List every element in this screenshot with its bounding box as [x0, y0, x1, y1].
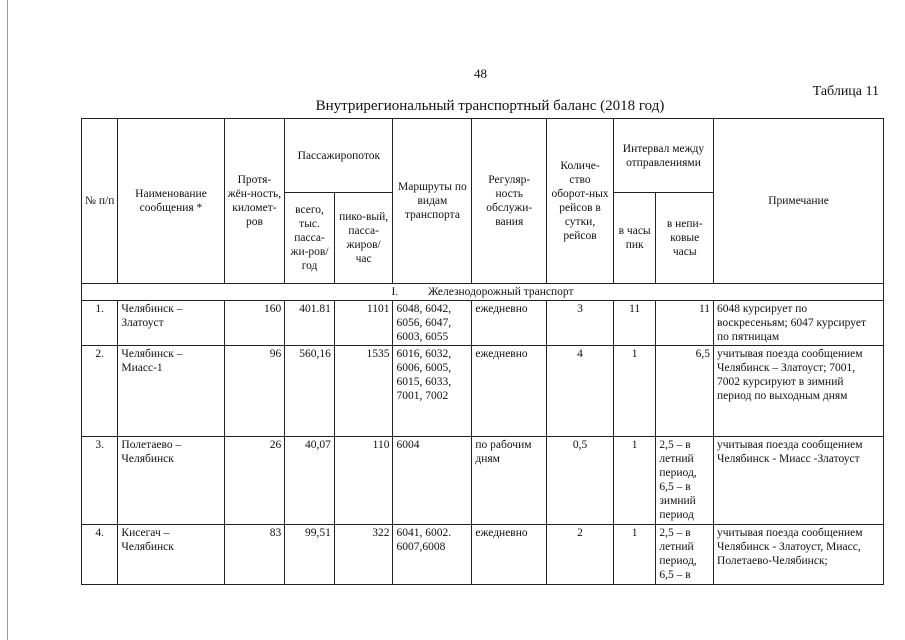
header-name: Наименование сообщения * [118, 119, 224, 284]
cell-routes: 6016, 6032, 6006, 6005, 6015, 6033, 7001, 7002 [393, 346, 472, 437]
document-title: Внутрирегиональный транспортный баланс (2018 год) [315, 98, 665, 114]
cell-regularity: ежедневно [472, 346, 547, 437]
cell-pf-total: 99,51 [285, 525, 335, 585]
header-pf-total: всего, тыс. пасса-жи-ров/ год [285, 193, 335, 284]
cell-note: учитывая поезда сообщением Челябинск - Златоуст, Миасс, Полетаево-Челябинск; [714, 525, 884, 585]
cell-pf-total: 401.81 [285, 301, 335, 346]
header-length: Протя-жён-ность, километ-ров [224, 119, 285, 284]
cell-int-peak: 11 [613, 301, 655, 346]
cell-routes: 6004 [393, 437, 472, 525]
cell-int-peak: 1 [613, 437, 655, 525]
header-int-offpeak: в непи-ковые часы [656, 193, 714, 284]
table-row [82, 525, 884, 585]
cell-num: 4. [82, 525, 118, 585]
cell-regularity: по рабочим дням [472, 437, 547, 525]
header-routes: Маршруты по видам транспорта [393, 119, 472, 284]
cell-name: Челябинск – Златоуст [118, 301, 224, 346]
cell-num: 1. [82, 301, 118, 346]
cell-num: 2. [82, 346, 118, 437]
cell-trips: 3 [547, 301, 614, 346]
cell-trips: 4 [547, 346, 614, 437]
cell-int-offpeak: 6,5 [656, 346, 714, 437]
cell-num: 3. [82, 437, 118, 525]
cell-pf-total: 560,16 [285, 346, 335, 437]
cell-routes: 6048, 6042, 6056, 6047, 6003, 6055 [393, 301, 472, 346]
header-passenger-flow: Пассажиропоток [285, 119, 393, 193]
page-number: 48 [474, 66, 487, 81]
cell-length: 26 [224, 437, 285, 525]
cell-regularity: ежедневно [472, 301, 547, 346]
cell-int-offpeak: 11 [656, 301, 714, 346]
cell-length: 96 [224, 346, 285, 437]
cell-length: 83 [224, 525, 285, 585]
cell-name: Кисегач – Челябинск [118, 525, 224, 585]
cell-pf-peak: 1535 [334, 346, 393, 437]
cell-pf-peak: 1101 [334, 301, 393, 346]
cell-length: 160 [224, 301, 285, 346]
header-note: Примечание [714, 119, 884, 284]
section-row [82, 284, 884, 301]
cell-trips: 0,5 [547, 437, 614, 525]
cell-pf-peak: 322 [334, 525, 393, 585]
cell-name: Челябинск – Миасс-1 [118, 346, 224, 437]
margin-line [7, 0, 8, 640]
cell-note: учитывая поезда сообщением Челябинск – Златоуст; 7001, 7002 курсируют в зимний период по выходным дням [714, 346, 884, 437]
header-pf-peak: пико-вый, пасса-жиров/ час [334, 193, 393, 284]
cell-regularity: ежедневно [472, 525, 547, 585]
header-num: № п/п [82, 119, 118, 284]
header-int-peak: в часы пик [613, 193, 655, 284]
section-title: Железнодорожный транспорт [428, 286, 574, 298]
cell-note: учитывая поезда сообщением Челябинск - Миасс -Златоуст [714, 437, 884, 525]
cell-pf-peak: 110 [334, 437, 393, 525]
cell-name: Полетаево – Челябинск [118, 437, 224, 525]
cell-routes: 6041, 6002. 6007,6008 [393, 525, 472, 585]
table-row [82, 301, 884, 346]
table-label: Таблица 11 [812, 84, 879, 99]
transport-balance-table [81, 118, 884, 585]
cell-int-offpeak: 2,5 – в летний период, 6,5 – в [656, 525, 714, 585]
cell-int-peak: 1 [613, 346, 655, 437]
header-trips: Количе-ство оборот-ных рейсов в сутки, рейсов [547, 119, 614, 284]
cell-int-peak: 1 [613, 525, 655, 585]
cell-note: 6048 курсирует по воскресеньям; 6047 курсирует по пятницам [714, 301, 884, 346]
cell-int-offpeak: 2,5 – в летний период, 6,5 – в зимний период [656, 437, 714, 525]
header-regularity: Регуляр-ность обслужи-вания [472, 119, 547, 284]
table-row [82, 346, 884, 437]
section-number: I. [391, 286, 399, 298]
header-interval: Интервал между отправлениями [613, 119, 713, 193]
cell-trips: 2 [547, 525, 614, 585]
cell-pf-total: 40,07 [285, 437, 335, 525]
table-row [82, 437, 884, 525]
